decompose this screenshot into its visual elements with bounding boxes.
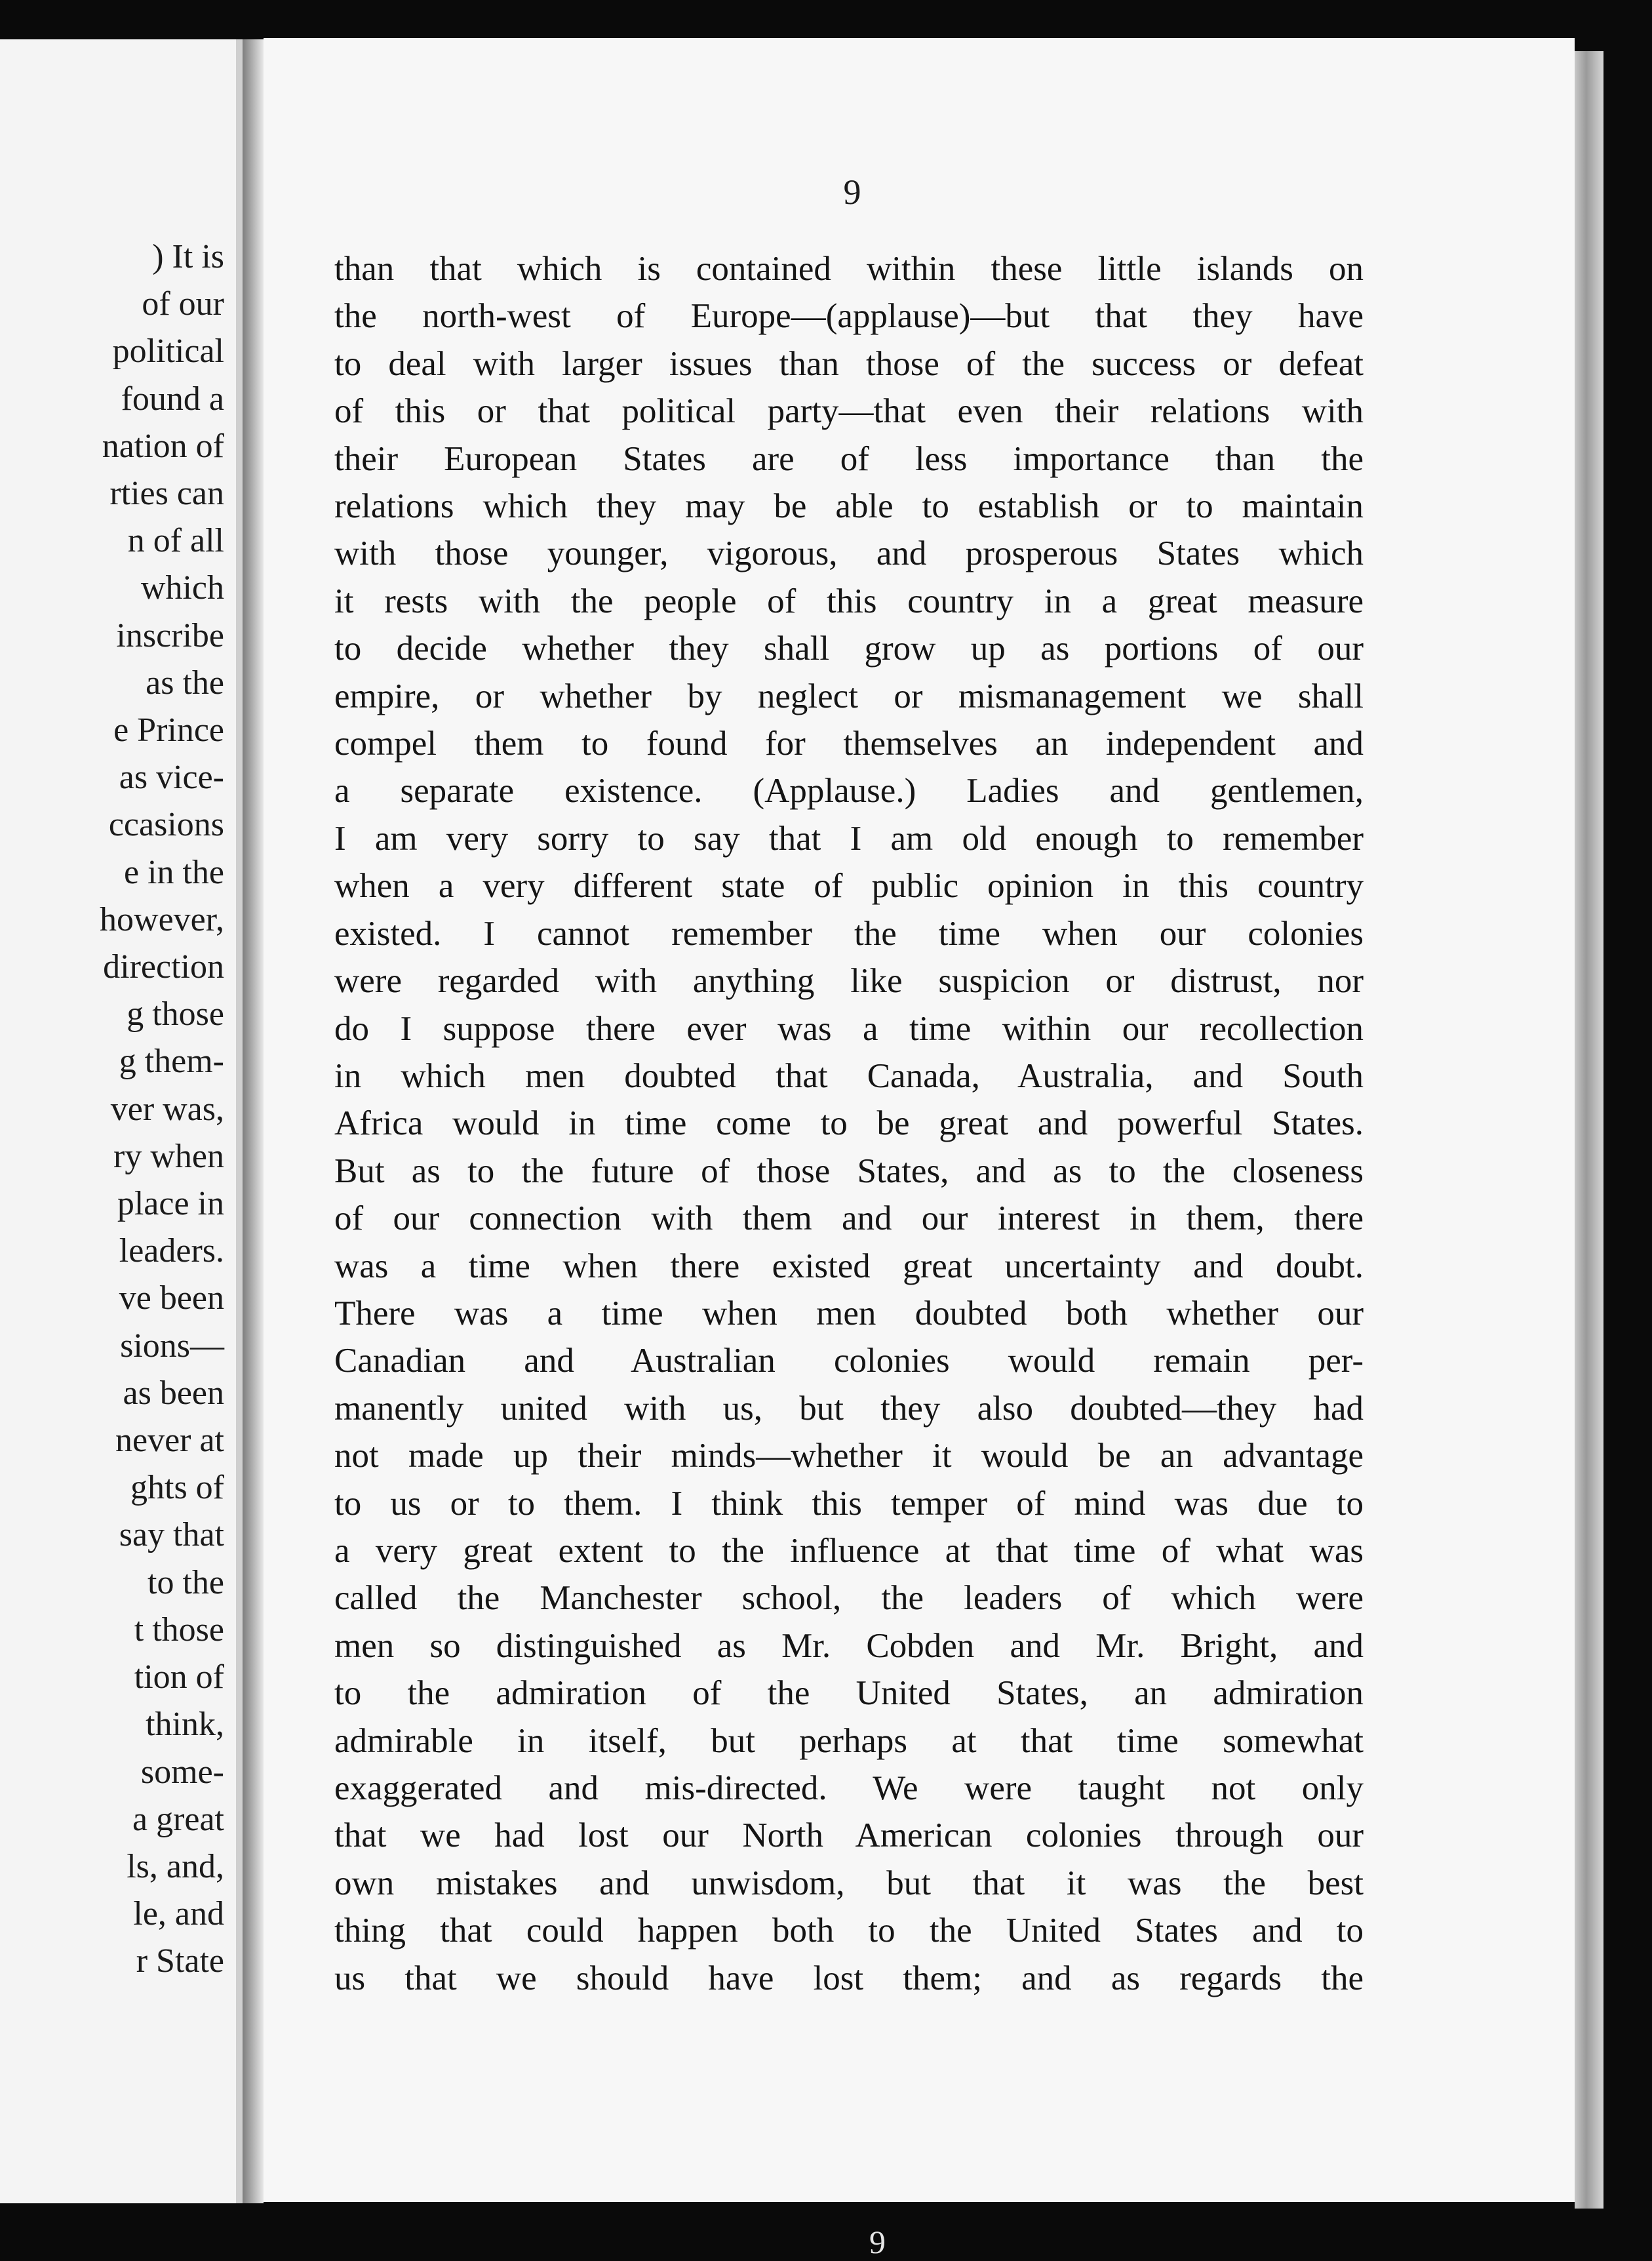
left-page-line: e Prince (113, 711, 224, 750)
text-line: exaggerated and mis-directed. We were taught not only (334, 1769, 1364, 1807)
left-page-line: think, (146, 1706, 224, 1744)
left-page-line: leaders. (119, 1232, 224, 1270)
left-page-line: ver was, (110, 1090, 224, 1128)
text-line: I am very sorry to say that I am old enough to remember (334, 819, 1364, 858)
text-line: was a time when there existed great uncertainty and doubt. (334, 1247, 1364, 1285)
text-line: to the admiration of the United States, an admiration (334, 1674, 1364, 1713)
left-page-line: which (140, 569, 224, 607)
left-page-line: g those (127, 995, 224, 1033)
text-line: us that we should have lost them; and as regards the (334, 1959, 1364, 1997)
text-line: empire, or whether by neglect or mismanagement we shall (334, 677, 1364, 715)
left-page-line: nation of (102, 427, 224, 465)
page-edge-shadow (1575, 51, 1603, 2209)
text-line: do I suppose there ever was a time within our recollection (334, 1009, 1364, 1048)
left-page-line: of our (142, 285, 224, 323)
left-page-line: inscribe (116, 616, 224, 654)
left-page-line: say that (119, 1516, 224, 1554)
text-line: it rests with the people of this country in a great measure (334, 582, 1364, 620)
text-line: relations which they may be able to establish or to maintain (334, 487, 1364, 526)
text-line: to decide whether they shall grow up as portions of our (334, 630, 1364, 668)
text-line: that we had lost our North American colonies through our (334, 1816, 1364, 1855)
text-line: not made up their minds—whether it would be an advantage (334, 1437, 1364, 1475)
left-page-line: e in the (123, 853, 224, 891)
left-page-line: le, and (133, 1895, 224, 1933)
text-line: to deal with larger issues than those of the success or defeat (334, 344, 1364, 383)
text-line: a very great extent to the influence at that time of what was (334, 1531, 1364, 1570)
text-line: the north-west of Europe—(applause)—but that they have (334, 297, 1364, 336)
text-line: than that which is contained within these little islands on (334, 250, 1364, 288)
text-line: thing that could happen both to the United States and to (334, 1911, 1364, 1950)
left-page-text (100, 233, 224, 1986)
left-page-line: g them- (119, 1043, 224, 1081)
text-line: admirable in itself, but perhaps at that time somewhat (334, 1721, 1364, 1760)
left-page-line: however, (100, 900, 224, 938)
text-line: men so distinguished as Mr. Cobden and Mr. Bright, and (334, 1626, 1364, 1665)
text-line: in which men doubted that Canada, Australia, and South (334, 1056, 1364, 1095)
text-line: were regarded with anything like suspicion or distrust, nor (334, 962, 1364, 1001)
left-page-line: as been (123, 1374, 224, 1412)
text-line: a separate existence. (Applause.) Ladies and gentlemen, (334, 772, 1364, 810)
text-line: called the Manchester school, the leaders of which were (334, 1579, 1364, 1618)
left-page (0, 39, 243, 2203)
left-page-line: n of all (127, 522, 224, 560)
left-page-line: as the (146, 664, 224, 702)
left-page-line: ghts of (130, 1469, 224, 1507)
left-page-line: ry when (113, 1137, 224, 1175)
left-page-line: some- (140, 1753, 224, 1791)
left-page-line: found a (121, 380, 224, 418)
left-page-line: rties can (109, 475, 224, 513)
text-line: with those younger, vigorous, and prosperous States which (334, 534, 1364, 573)
text-line: own mistakes and unwisdom, but that it was the best (334, 1864, 1364, 1902)
left-page-line: r State (136, 1942, 224, 1980)
text-line: when a very different state of public opinion in this country (334, 867, 1364, 906)
left-page-line: as vice- (119, 759, 224, 797)
left-page-line: ve been (119, 1279, 224, 1317)
text-line: There was a time when men doubted both whether our (334, 1294, 1364, 1332)
text-line: of our connection with them and our interest in them, there (334, 1199, 1364, 1238)
text-line: Canadian and Australian colonies would remain per- (334, 1342, 1364, 1380)
left-page-line: ccasions (108, 806, 224, 844)
left-page-line: tion of (134, 1658, 224, 1696)
left-page-line: to the (148, 1563, 224, 1601)
left-page-line: sions— (120, 1327, 224, 1365)
text-line: Africa would in time come to be great and powerful States. (334, 1104, 1364, 1143)
text-line: But as to the future of those States, and as to the closeness (334, 1151, 1364, 1190)
footer-mark: 9 (869, 2224, 886, 2260)
text-line: of this or that political party—that even their relations with (334, 392, 1364, 431)
left-page-line: never at (115, 1422, 224, 1460)
left-page-line: t those (134, 1611, 224, 1649)
text-line: existed. I cannot remember the time when our colonies (334, 914, 1364, 953)
left-page-line: ) It is (152, 238, 224, 275)
left-page-line: a great (132, 1800, 224, 1838)
left-page-line: ls, and, (127, 1847, 224, 1885)
text-line: to us or to them. I think this temper of mind was due to (334, 1484, 1364, 1523)
left-page-line: direction (103, 948, 224, 986)
page-number: 9 (843, 172, 861, 212)
left-page-line: place in (117, 1185, 224, 1223)
left-page-line: political (112, 332, 224, 370)
book-gutter (243, 39, 264, 2203)
text-line: compel them to found for themselves an independent and (334, 725, 1364, 763)
text-line: their European States are of less importance than the (334, 439, 1364, 478)
body-text (334, 245, 1364, 2002)
text-line: manently united with us, but they also doubted—they had (334, 1389, 1364, 1428)
